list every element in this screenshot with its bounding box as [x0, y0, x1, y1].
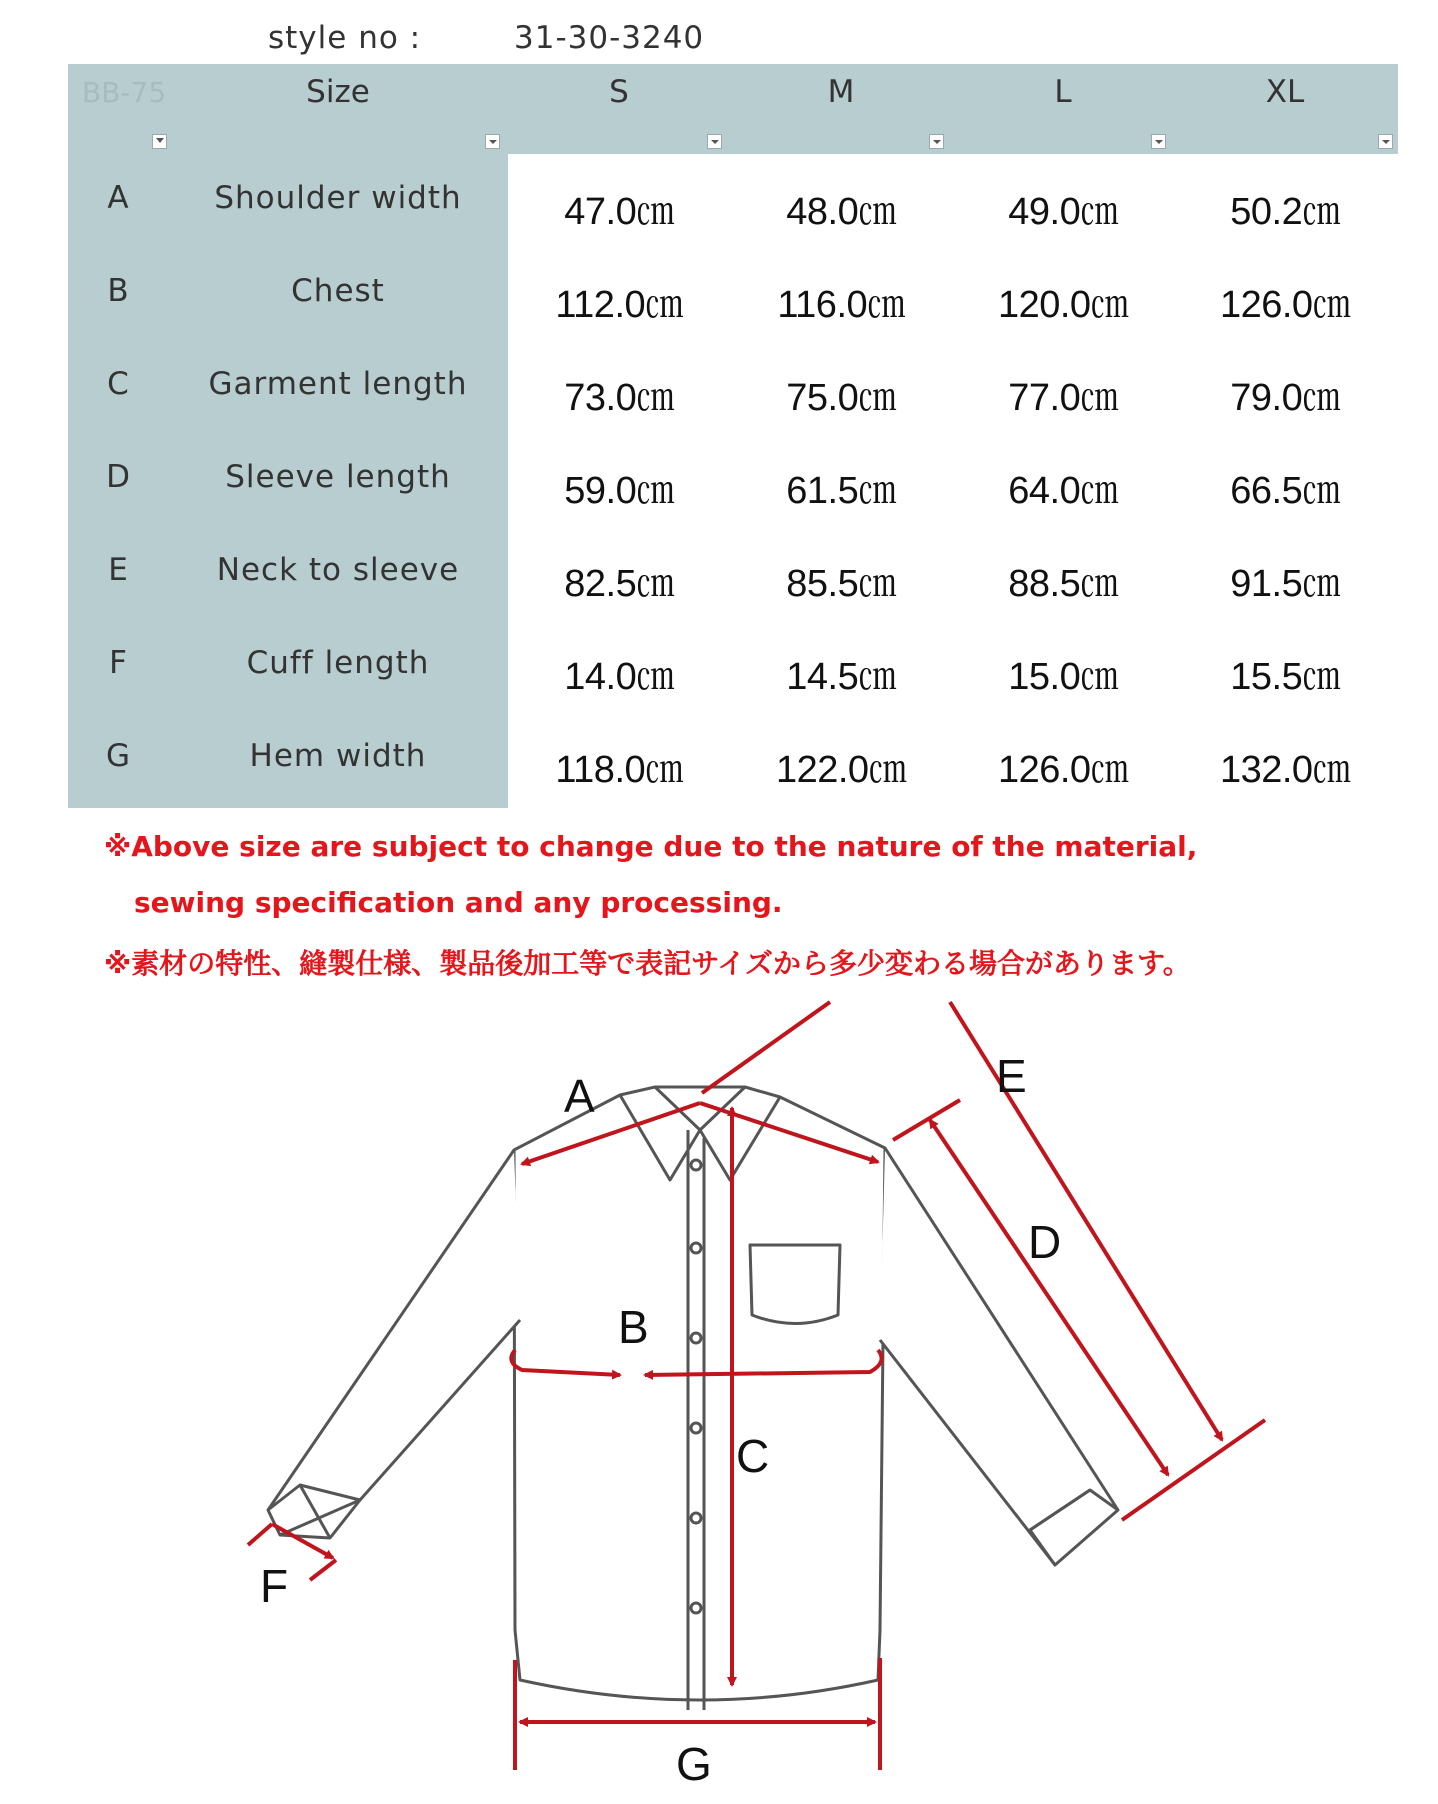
label-d: D [1028, 1216, 1062, 1268]
label-e: E [996, 1050, 1027, 1102]
header-corner-label: BB-75 [82, 76, 167, 109]
value-s: 118.0㎝ [555, 749, 683, 791]
row-name: Chest [291, 273, 385, 309]
value-s: 47.0㎝ [564, 191, 674, 233]
row-key: C [107, 366, 129, 402]
row-key: B [107, 273, 129, 309]
value-m: 75.0㎝ [786, 377, 896, 419]
row-name: Shoulder width [214, 180, 462, 216]
value-l: 120.0㎝ [997, 284, 1129, 326]
size-s-dropdown-icon[interactable] [707, 134, 722, 149]
label-g: G [676, 1738, 712, 1790]
table-row [68, 433, 1398, 526]
style-number-label: style no : [268, 20, 422, 56]
table-row [68, 340, 1398, 433]
size-dropdown-icon[interactable] [485, 134, 500, 149]
value-xl: 66.5㎝ [1230, 470, 1340, 512]
row-name: Neck to sleeve [216, 552, 460, 588]
table-row [68, 247, 1398, 340]
header-size-l: L [1054, 74, 1072, 110]
value-l: 64.0㎝ [1008, 470, 1118, 512]
value-xl: 126.0㎝ [1219, 284, 1351, 326]
value-xl: 15.5㎝ [1230, 656, 1340, 698]
row-name: Cuff length [246, 645, 430, 681]
filter-dropdown-icon[interactable] [152, 134, 167, 149]
label-f: F [260, 1560, 289, 1612]
shirt-outline [268, 1087, 1118, 1710]
size-l-dropdown-icon[interactable] [1151, 134, 1166, 149]
value-l: 77.0㎝ [1008, 377, 1118, 419]
table-row [68, 526, 1398, 619]
value-l: 15.0㎝ [1008, 656, 1118, 698]
row-name: Garment length [208, 366, 468, 402]
header-size: Size [306, 74, 370, 110]
value-s: 82.5㎝ [564, 563, 674, 605]
shirt-diagram-svg [0, 990, 1438, 1800]
value-l: 88.5㎝ [1008, 563, 1118, 605]
row-name: Hem width [249, 738, 427, 774]
row-key: A [107, 180, 129, 216]
style-number-row [0, 14, 1438, 64]
size-xl-dropdown-icon[interactable] [1378, 134, 1393, 149]
value-s: 112.0㎝ [555, 284, 683, 326]
table-row [68, 712, 1398, 805]
value-m: 85.5㎝ [786, 563, 896, 605]
header-size-s: S [609, 74, 629, 110]
note-english-line1: ※Above size are subject to change due to the nature of the material, [104, 830, 1198, 863]
row-key: G [105, 738, 131, 774]
value-m: 48.0㎝ [786, 191, 896, 233]
table-row [68, 154, 1398, 247]
header-size-m: M [827, 74, 855, 110]
shirt-measurement-diagram [0, 990, 1438, 1800]
row-key: E [108, 552, 128, 588]
label-b: B [618, 1301, 649, 1353]
value-l: 126.0㎝ [997, 749, 1129, 791]
value-s: 14.0㎝ [564, 656, 674, 698]
header-size-xl: XL [1265, 74, 1305, 110]
value-m: 14.5㎝ [786, 656, 896, 698]
value-xl: 91.5㎝ [1230, 563, 1340, 605]
value-xl: 50.2㎝ [1230, 191, 1340, 233]
style-number-value: 31-30-3240 [514, 20, 705, 56]
label-c: C [736, 1430, 770, 1482]
size-chart-table [68, 64, 1398, 808]
size-m-dropdown-icon[interactable] [929, 134, 944, 149]
note-english-line2: sewing specification and any processing. [134, 886, 783, 919]
value-m: 61.5㎝ [786, 470, 896, 512]
value-s: 73.0㎝ [564, 377, 674, 419]
value-m: 116.0㎝ [777, 284, 905, 326]
row-name: Sleeve length [225, 459, 451, 495]
row-key: D [106, 459, 130, 495]
note-japanese: ※素材の特性、縫製仕様、製品後加工等で表記サイズから多少変わる場合があります。 [104, 947, 1191, 980]
value-xl: 79.0㎝ [1230, 377, 1340, 419]
value-xl: 132.0㎝ [1219, 749, 1351, 791]
label-a: A [564, 1070, 595, 1122]
value-l: 49.0㎝ [1008, 191, 1118, 233]
value-s: 59.0㎝ [564, 470, 674, 512]
table-row [68, 619, 1398, 712]
value-m: 122.0㎝ [775, 749, 907, 791]
row-key: F [109, 645, 127, 681]
